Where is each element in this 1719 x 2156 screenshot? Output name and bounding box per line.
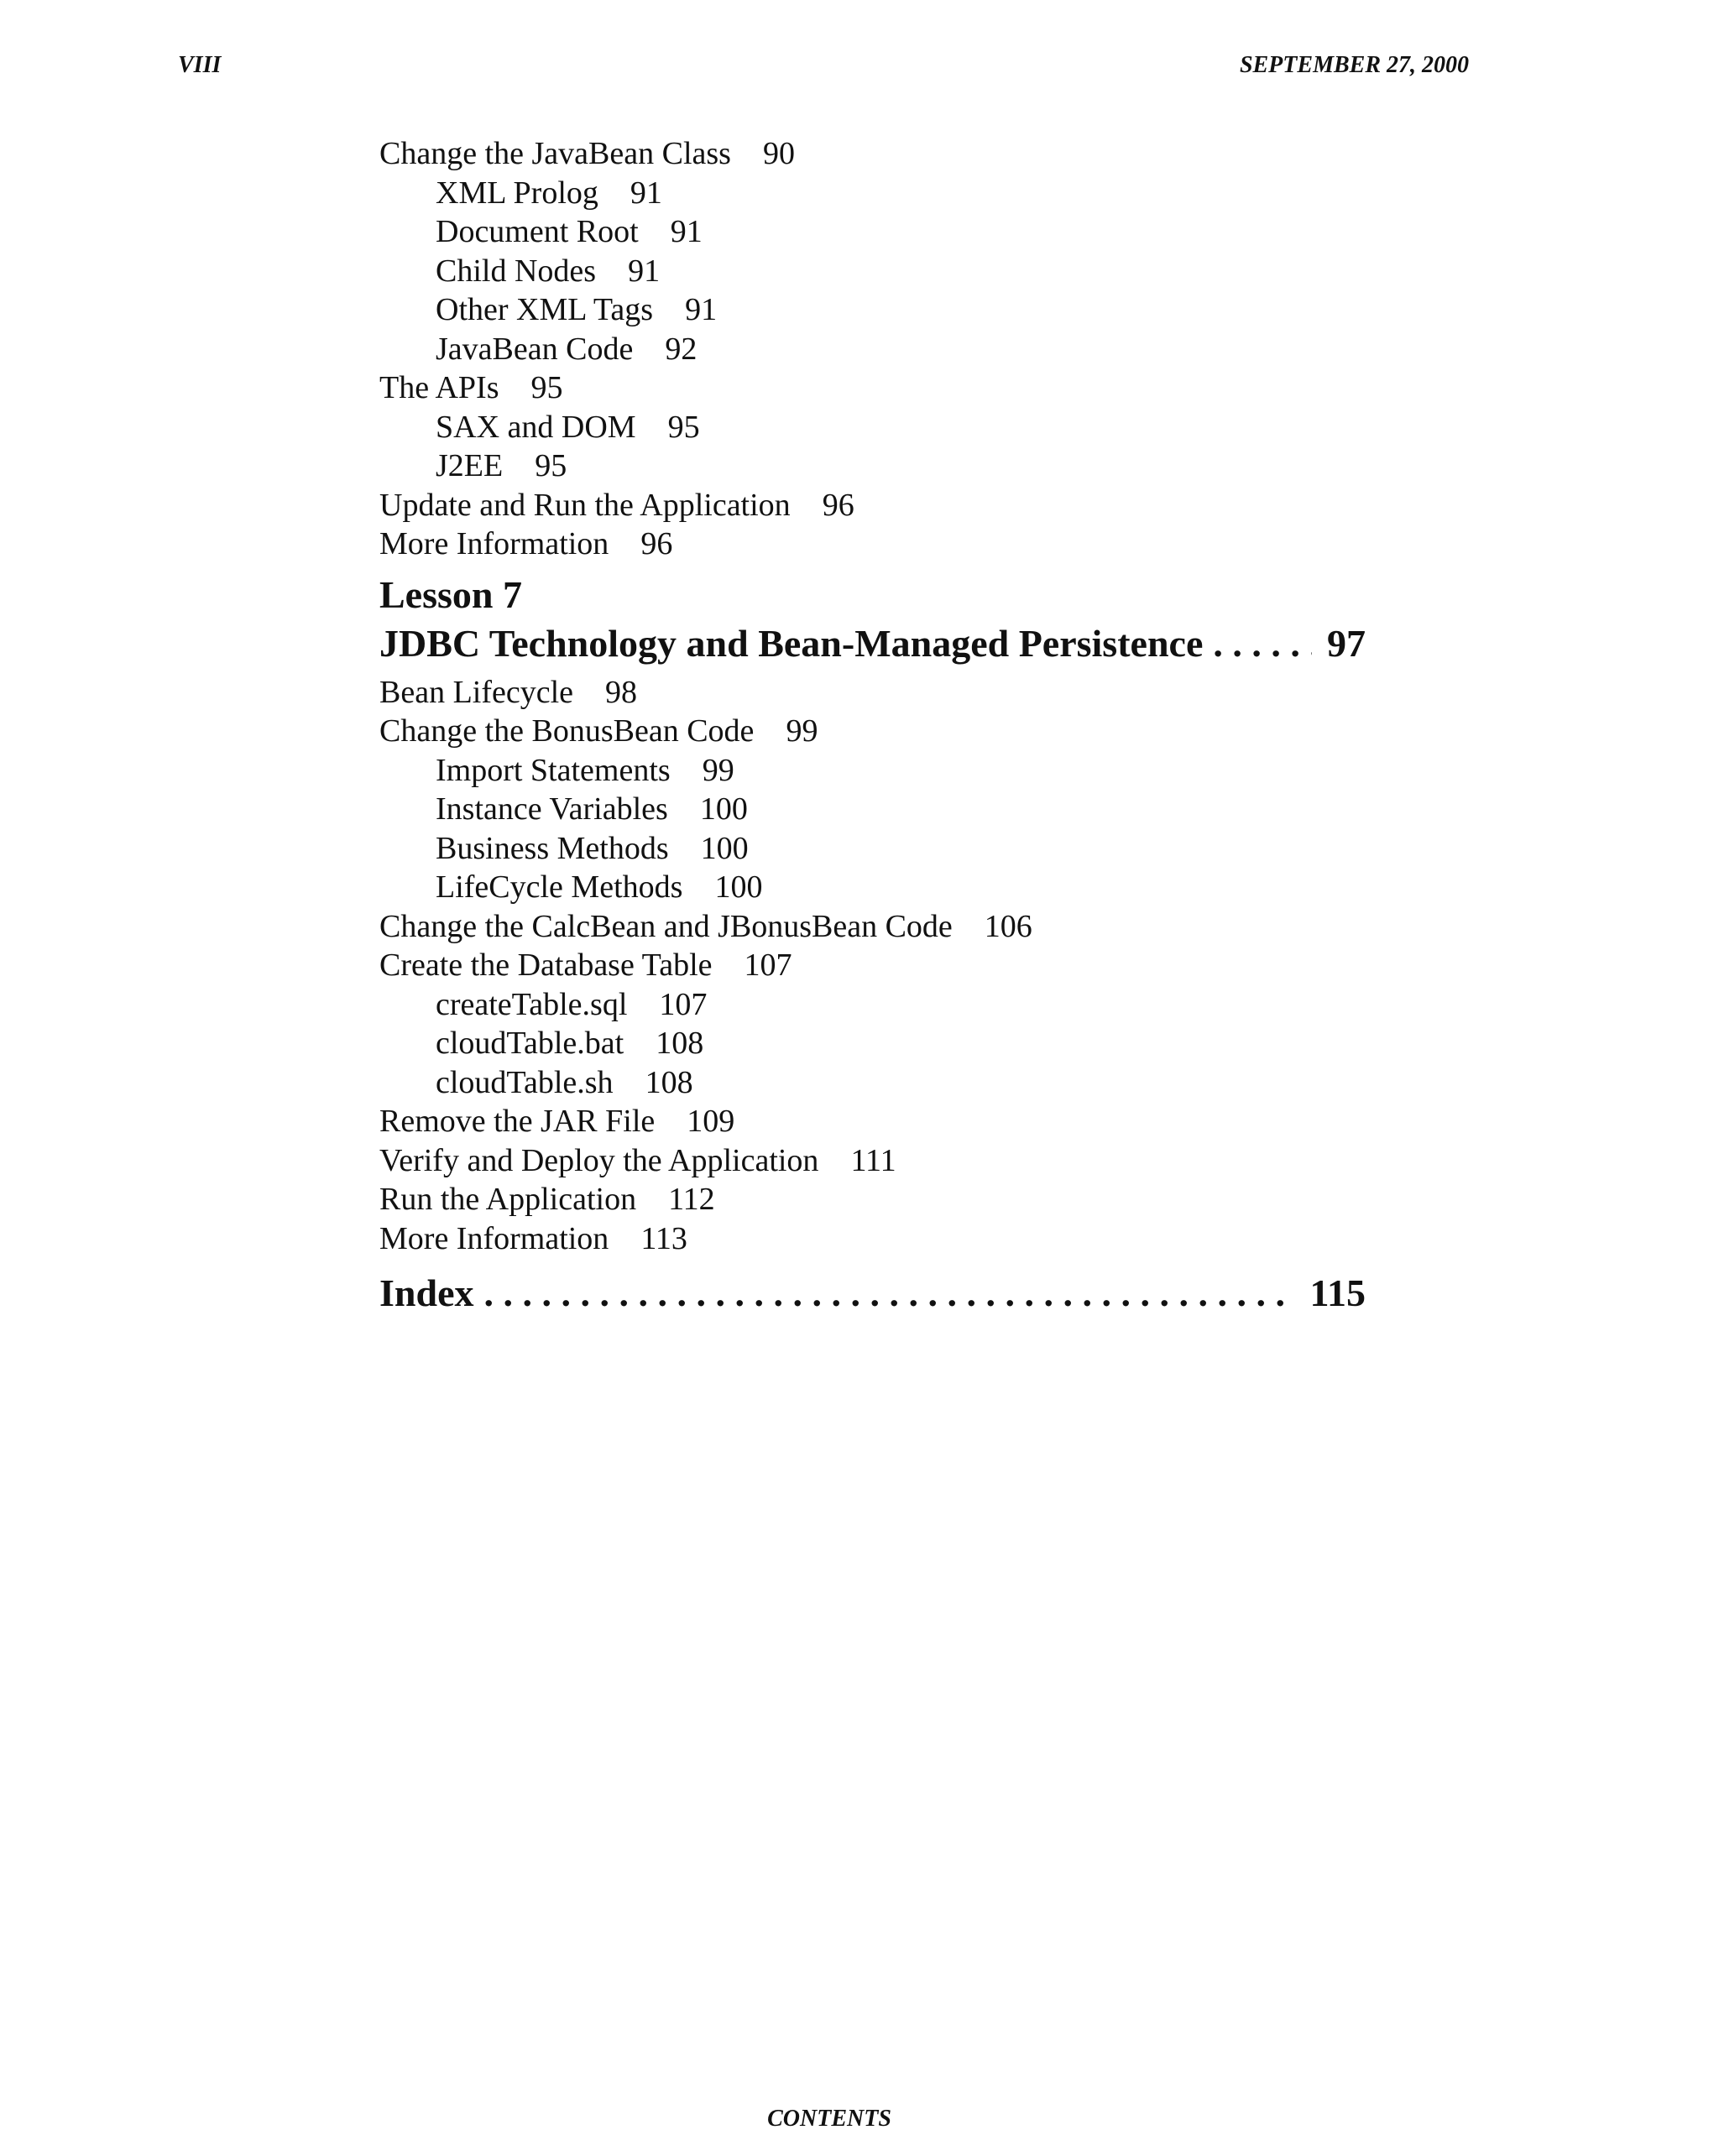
- toc-entry-page: 108: [656, 1026, 704, 1061]
- index-entry[interactable]: [379, 1266, 1366, 1320]
- toc-entry-title: J2EE: [436, 448, 504, 483]
- toc-entry-page: 100: [714, 869, 763, 905]
- toc-entry-title: LifeCycle Methods: [436, 869, 683, 905]
- toc-entry-title: XML Prolog: [436, 175, 598, 211]
- toc-entry-title: Other XML Tags: [436, 292, 654, 327]
- toc-entry-title: Update and Run the Application: [379, 487, 791, 523]
- header-date: SEPTEMBER 27, 2000: [1239, 52, 1469, 78]
- toc-entry[interactable]: [379, 790, 1366, 829]
- toc-entry-title: Import Statements: [436, 752, 671, 788]
- toc-entry-page: 99: [702, 752, 734, 788]
- toc-entry-title: Business Methods: [436, 830, 669, 866]
- toc-entry-page: 91: [685, 292, 718, 327]
- toc-entry-title: Change the BonusBean Code: [379, 713, 755, 749]
- toc-entry-title: createTable.sql: [436, 986, 628, 1022]
- toc-entry-page: 107: [744, 947, 792, 983]
- toc-entry[interactable]: [379, 985, 1366, 1025]
- toc-entry-title: Remove the JAR File: [379, 1104, 656, 1139]
- index-title: Index: [379, 1271, 474, 1314]
- toc-entry-title: Instance Variables: [436, 791, 668, 827]
- toc-entry[interactable]: [379, 1141, 1366, 1181]
- toc-entry-title: Bean Lifecycle: [379, 674, 574, 710]
- toc-entry-page: 107: [659, 986, 708, 1022]
- lesson-heading[interactable]: [379, 571, 1366, 668]
- toc-entry-page: 106: [984, 908, 1032, 944]
- toc-entry-page: 112: [668, 1182, 715, 1217]
- toc-entry[interactable]: [379, 486, 1366, 525]
- toc-entry-title: More Information: [379, 1220, 609, 1256]
- lesson-title-row: [379, 619, 1366, 668]
- toc-entry-page: 95: [667, 409, 700, 445]
- toc-entry-title: Child Nodes: [436, 253, 597, 289]
- toc-entry[interactable]: [379, 712, 1366, 751]
- page-number: VIII: [178, 52, 222, 78]
- toc-entry-page: 111: [850, 1142, 896, 1178]
- toc-entry-title: Create the Database Table: [379, 947, 713, 983]
- toc-entry[interactable]: [379, 212, 1366, 252]
- toc-entry[interactable]: [379, 751, 1366, 791]
- toc-entry-title: JavaBean Code: [436, 331, 634, 367]
- toc-entry[interactable]: [379, 368, 1366, 408]
- toc-entry-page: 113: [640, 1220, 687, 1256]
- toc-section-part1: [379, 134, 1366, 564]
- toc-entry-title: Document Root: [436, 214, 639, 249]
- toc-entry-title: cloudTable.sh: [436, 1064, 614, 1100]
- toc-entry-page: 100: [699, 791, 748, 827]
- toc-entry-page: 99: [786, 713, 818, 749]
- table-of-contents: [379, 134, 1366, 1320]
- toc-entry-page: 96: [640, 526, 673, 561]
- toc-entry[interactable]: [379, 1024, 1366, 1063]
- dot-leader: [1213, 619, 1312, 668]
- toc-entry[interactable]: [379, 330, 1366, 369]
- toc-entry[interactable]: [379, 290, 1366, 330]
- toc-entry-title: The APIs: [379, 370, 499, 405]
- index-page: 115: [1309, 1271, 1366, 1314]
- toc-entry[interactable]: [379, 446, 1366, 486]
- toc-entry-title: Verify and Deploy the Application: [379, 1142, 819, 1178]
- toc-entry[interactable]: [379, 1102, 1366, 1141]
- toc-entry-page: 96: [822, 487, 854, 523]
- lesson-page: 97: [1327, 621, 1366, 665]
- toc-entry[interactable]: [379, 1180, 1366, 1219]
- toc-entry-page: 91: [630, 175, 662, 211]
- toc-entry-page: 108: [645, 1064, 693, 1100]
- toc-entry[interactable]: [379, 1063, 1366, 1103]
- toc-entry-page: 91: [628, 253, 661, 289]
- toc-entry[interactable]: [379, 134, 1366, 174]
- toc-entry[interactable]: [379, 946, 1366, 985]
- toc-entry[interactable]: [379, 174, 1366, 213]
- toc-entry-title: More Information: [379, 526, 609, 561]
- toc-entry-page: 109: [687, 1104, 735, 1139]
- toc-entry[interactable]: [379, 907, 1366, 947]
- toc-entry-title: Change the JavaBean Class: [379, 136, 731, 171]
- toc-entry-page: 92: [665, 331, 698, 367]
- toc-entry-page: 90: [762, 136, 795, 171]
- toc-section-part2: [379, 673, 1366, 1259]
- toc-entry[interactable]: [379, 829, 1366, 869]
- toc-entry-title: Run the Application: [379, 1182, 637, 1217]
- toc-entry[interactable]: [379, 525, 1366, 564]
- toc-entry-page: 100: [700, 830, 749, 866]
- toc-entry-title: Change the CalcBean and JBonusBean Code: [379, 908, 953, 944]
- lesson-label: Lesson 7: [379, 572, 522, 616]
- toc-entry-page: 91: [670, 214, 703, 249]
- toc-entry-title: SAX and DOM: [436, 409, 636, 445]
- toc-entry[interactable]: [379, 1219, 1366, 1259]
- toc-entry[interactable]: [379, 408, 1366, 447]
- lesson-title: JDBC Technology and Bean-Managed Persistence: [379, 621, 1204, 665]
- running-footer: CONTENTS: [767, 2106, 891, 2132]
- toc-entry-title: cloudTable.bat: [436, 1026, 624, 1061]
- toc-entry-page: 95: [535, 448, 567, 483]
- dot-leader: [483, 1266, 1294, 1320]
- toc-entry-page: 98: [605, 674, 638, 710]
- toc-entry-page: 95: [530, 370, 563, 405]
- toc-entry[interactable]: [379, 673, 1366, 713]
- toc-entry[interactable]: [379, 868, 1366, 907]
- toc-entry[interactable]: [379, 252, 1366, 291]
